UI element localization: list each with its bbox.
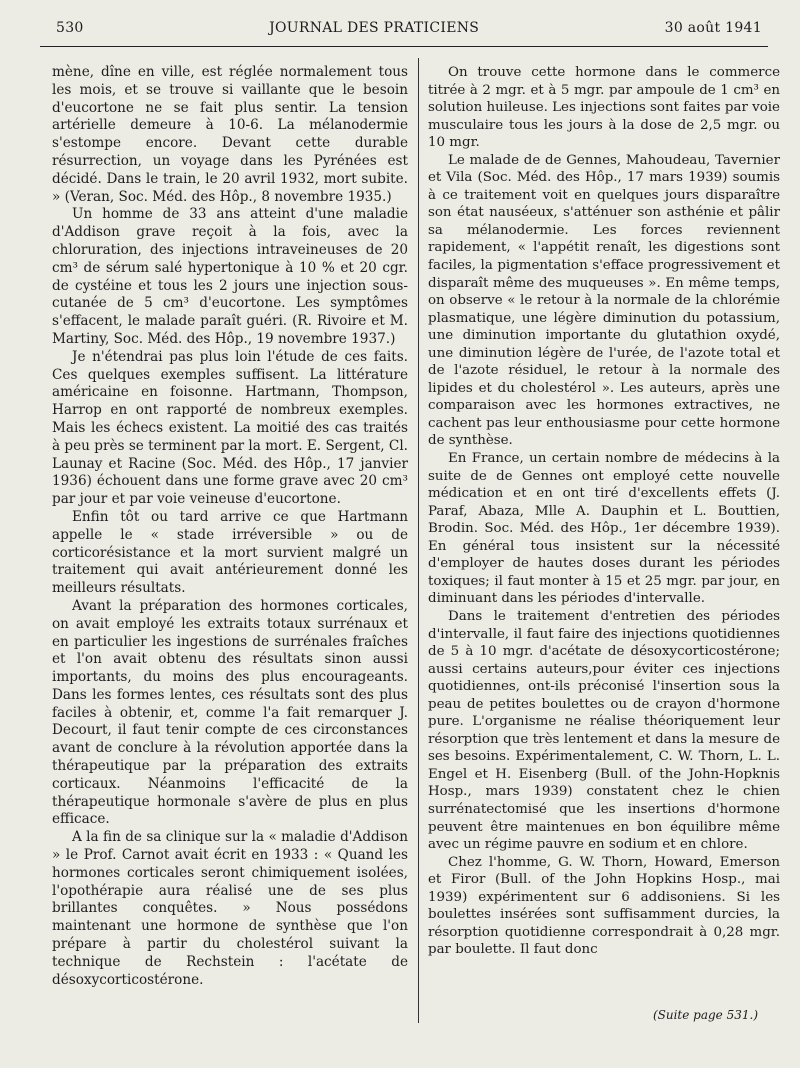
issue-date: 30 août 1941 bbox=[664, 20, 762, 36]
paragraph: A la fin de sa clinique sur la « maladie d'Addison » le Prof. Carnot avait écrit en 1933 : « Quand les hormones corticales seront chimiquement isolées, l'opothérapie aura réalisé une de ses plus brillantes conquêtes. » Nous possédons maintenant une hormone de synthèse que l'on prépare à partir du cholestérol suivant la technique de Rechstein : l'acétate de désoxycorticostérone. bbox=[52, 829, 408, 988]
continued-note: (Suite page 531.) bbox=[652, 1008, 758, 1022]
paragraph: Avant la préparation des hormones corticales, on avait employé les extraits totaux surrénaux et en particulier les ingestions de surrénales fraîches et l'on avait obtenu des résultats sinon aussi importants, du moins des plus encourageants. Dans les formes lentes, ces résultats sont des plus faciles à obtenir, et, comme l'a fait remarquer J. Decourt, il faut tenir compte de ces circonstances avant de conclure à la révolution apportée dans la thérapeutique par la préparation des extraits corticaux. Néanmoins l'efficacité de la thérapeutique hormonale s'avère de plus en plus efficace. bbox=[52, 597, 408, 828]
page-number: 530 bbox=[56, 20, 84, 36]
paragraph: Un homme de 33 ans atteint d'une maladie d'Addison grave reçoit à la fois, avec la chloruration, des injections intraveineuses de 20 cm³ de sérum salé hypertonique à 10 % et 20 cgr. de cystéine et tous les 2 jours une injection sous-cutanée de 5 cm³ d'eucortone. Les symptômes s'effacent, le malade paraît guéri. (R. Rivoire et M. Martiny, Soc. Méd. des Hôp., 19 novembre 1937.) bbox=[52, 206, 408, 347]
paragraph: On trouve cette hormone dans le commerce titrée à 2 mgr. et à 5 mgr. par ampoule de 1 cm³ en solution huileuse. Les injections sont faites par voie musculaire tous les jours à la dose de 2,5 mgr. ou 10 mgr. bbox=[428, 65, 780, 151]
column-divider bbox=[418, 58, 419, 1023]
left-column bbox=[52, 64, 408, 989]
paragraph: En France, un certain nombre de médecins à la suite de de Gennes ont employé cette nouvelle médication et en ont tiré d'excellents effets (J. Paraf, Abaza, Mlle A. Dauphin et L. Bouttien, Brodin. Soc. Méd. des Hôp., 1er décembre 1939). En général tous insistent sur la nécessité d'employer de hautes doses durant les périodes toxiques; il faut monter à 15 et 25 mgr. par jour, en diminuant dans les périodes d'intervalle. bbox=[428, 451, 780, 607]
page-header bbox=[56, 20, 762, 42]
journal-title: JOURNAL DES PRATICIENS bbox=[269, 20, 480, 36]
paragraph: Le malade de de Gennes, Mahoudeau, Tavernier et Vila (Soc. Méd. des Hôp., 17 mars 1939) soumis à ce traitement voit en quelques jours disparaître son état nauséeux, s'atténuer son asthénie et pâlir sa mélanodermie. Les forces reviennent rapidement, « l'appétit renaît, les digestions sont faciles, la pigmentation s'efface progressivement et disparaît même des muqueuses ». En même temps, on observe « le retour à la normale de la chlorémie plasmatique, une légère diminution du potassium, une diminution importante du glutathion oxydé, une diminution légère de l'urée, de l'azote total et de l'azote résiduel, le retour à la normale des lipides et du cholestérol ». Les auteurs, après une comparaison avec les hormones extractives, ne cachent pas leur enthousiasme pour cette hormone de synthèse. bbox=[428, 152, 780, 449]
paragraph: Je n'étendrai pas plus loin l'étude de ces faits. Ces quelques exemples suffisent. La littérature américaine en foisonne. Hartmann, Thompson, Harrop en ont rapporté de nombreux exemples. Mais les échecs existent. La moitié des cas traités à peu près se terminent par la mort. E. Sergent, Cl. Launay et Racine (Soc. Méd. des Hôp., 17 janvier 1936) échouent dans une forme grave avec 20 cm³ par jour et par voie veineuse d'eucortone. bbox=[52, 348, 408, 508]
paragraph: Chez l'homme, G. W. Thorn, Howard, Emerson et Firor (Bull. of the John Hopkins Hosp., mai 1939) expérimentent sur 6 addisoniens. Si les boulettes insérées sont suffisamment durcies, la résorption quotidienne correspondrait à 0,28 mgr. par boulette. Il faut donc bbox=[428, 854, 780, 958]
paragraph: Dans le traitement d'entretien des périodes d'intervalle, il faut faire des injections quotidiennes de 5 à 10 mgr. d'acétate de désoxycorticostérone; aussi certains auteurs,pour éviter ces injections quotidiennes, ont-ils préconisé l'insertion sous la peau de petites boulettes ou de crayon d'hormone pure. L'organisme ne réalise théoriquement leur résorption que très lentement et dans la mesure de ses besoins. Expérimentalement, C. W. Thorn, L. L. Engel et H. Eisenberg (Bull. of the John-Hopknis Hosp., mars 1939) constatent chez le chien surrénatectomisé que les insertions d'hormone peuvent être maintenues en bon équilibre même avec un régime pauvre en sodium et en chlore. bbox=[428, 608, 780, 853]
header-rule bbox=[40, 46, 768, 47]
paragraph: Enfin tôt ou tard arrive ce que Hartmann appelle le « stade irréversible » ou de corticorésistance et la mort survient malgré un traitement qui avait antérieurement donné les meilleurs résultats. bbox=[52, 508, 408, 597]
right-column bbox=[428, 64, 780, 959]
paragraph: mène, dîne en ville, est réglée normalement tous les mois, et se trouve si vaillante que le besoin d'eucortone ne se fait plus sentir. La tension artérielle demeure à 10-6. La mélanodermie s'estompe encore. Devant cette durable résurrection, un voyage dans les Pyrénées est décidé. Dans le train, le 20 avril 1932, mort subite. » (Veran, Soc. Méd. des Hôp., 8 novembre 1935.) bbox=[52, 64, 408, 205]
